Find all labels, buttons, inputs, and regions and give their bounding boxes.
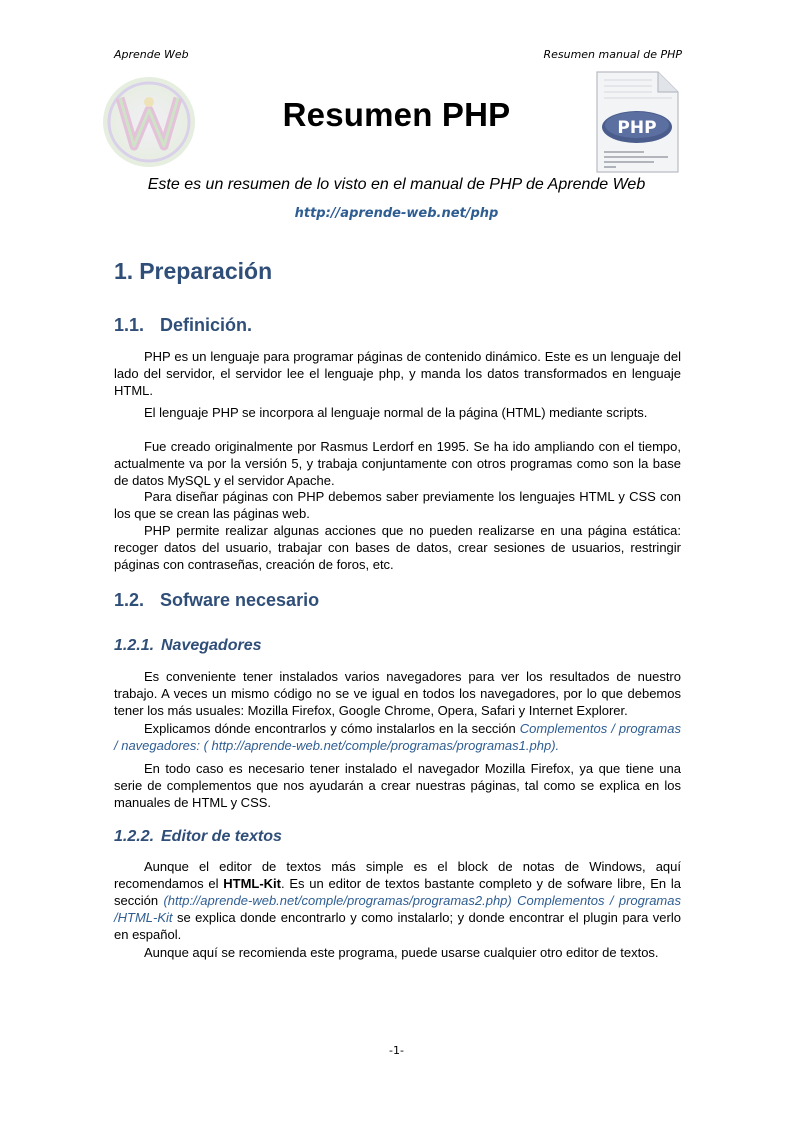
running-header-left: Aprende Web xyxy=(114,48,189,61)
subsubsection-heading-navegadores xyxy=(114,637,262,655)
paragraph: Para diseñar páginas con PHP debemos saber previamente los lenguajes HTML y CSS con los que se crean las páginas web. xyxy=(114,489,681,521)
site-link[interactable]: http://aprende-web.net/php xyxy=(294,206,499,221)
html-kit-link[interactable]: (http://aprende-web.net/comple/programas/programas2.php) Complementos / programas /HTML-Kit xyxy=(114,893,681,925)
subsubsection-number: 1.2.2. xyxy=(114,828,155,845)
paragraph: El lenguaje PHP se incorpora al lenguaje normal de la página (HTML) mediante scripts. xyxy=(144,405,648,420)
section-number: 1. xyxy=(114,258,134,284)
page-number: -1- xyxy=(389,1044,404,1057)
paragraph: Es conveniente tener instalados varios navegadores para ver los resultados de nuestro trabajo. A veces un mismo código no se ve igual en todos los navegadores, por lo que debemos tener los más usuales: Mozilla Firefox, Google Chrome, Opera, Safari y Internet Explorer. xyxy=(114,669,681,718)
subsection-number: 1.1. xyxy=(114,315,145,335)
subsection-title: Definición. xyxy=(160,315,253,335)
subsection-heading-definicion xyxy=(114,315,252,336)
paragraph: Aunque aquí se recomienda este programa, puede usarse cualquier otro editor de textos. xyxy=(144,945,659,960)
section-title: Preparación xyxy=(139,258,273,284)
paragraph xyxy=(114,720,681,754)
paragraph: PHP permite realizar algunas acciones que no pueden realizarse en una página estática: recoger datos del usuario, trabajar con bases de datos, crear sesiones de usuarios, restringir páginas con contraseñas, creación de foros, etc. xyxy=(114,523,681,572)
paragraph-text: Explicamos dónde encontrarlos y cómo instalarlos en la sección xyxy=(144,721,516,736)
subsection-heading-software xyxy=(114,590,319,611)
section-heading xyxy=(114,258,272,285)
paragraph-text: Aunque el editor de textos más simple es el block de notas de Windows, aquí recomendamos el xyxy=(114,859,681,891)
subsection-number: 1.2. xyxy=(114,590,145,610)
subsubsection-heading-editor xyxy=(114,828,282,846)
paragraph: PHP es un lenguaje para programar páginas de contenido dinámico. Este es un lenguaje del lado del servidor, el servidor lee el lenguaje php, y manda los datos transformados en lenguaje HTML. xyxy=(114,349,681,398)
document-subtitle: Este es un resumen de lo visto en el manual de PHP de Aprende Web xyxy=(147,176,646,193)
subsubsection-title: Editor de textos xyxy=(161,828,282,845)
paragraph: En todo caso es necesario tener instalado el navegador Mozilla Firefox, ya que tiene una serie de complementos que nos ayudarán a crear nuestras páginas, tal como se explica en los manuales de HTML y CSS. xyxy=(114,761,681,810)
paragraph: Fue creado originalmente por Rasmus Lerdorf en 1995. Se ha ido ampliando con el tiempo, actualmente va por la versión 5, y trabaja conjuntamente con otros programas como son la base de datos MySQL y el servidor Apache. xyxy=(114,439,681,488)
bold-term: HTML-Kit xyxy=(223,876,281,891)
paragraph xyxy=(114,858,681,943)
browsers-link[interactable]: Complementos / programas / navegadores: ( http://aprende-web.net/comple/programas/programas1.php). xyxy=(114,721,681,753)
subsubsection-title: Navegadores xyxy=(161,637,262,654)
subsubsection-number: 1.2.1. xyxy=(114,637,155,654)
paragraph-text: . Es un editor de textos bastante completo y de sofware libre, En la sección xyxy=(114,876,681,908)
paragraph-text: se explica donde encontrarlo y como instalarlo; y donde encontrar el plugin para verlo en español. xyxy=(114,910,681,942)
php-badge-label: PHP xyxy=(617,118,657,138)
running-header-right: Resumen manual de PHP xyxy=(543,48,682,61)
subsection-title: Sofware necesario xyxy=(160,590,320,610)
document-title: Resumen PHP xyxy=(282,96,511,133)
